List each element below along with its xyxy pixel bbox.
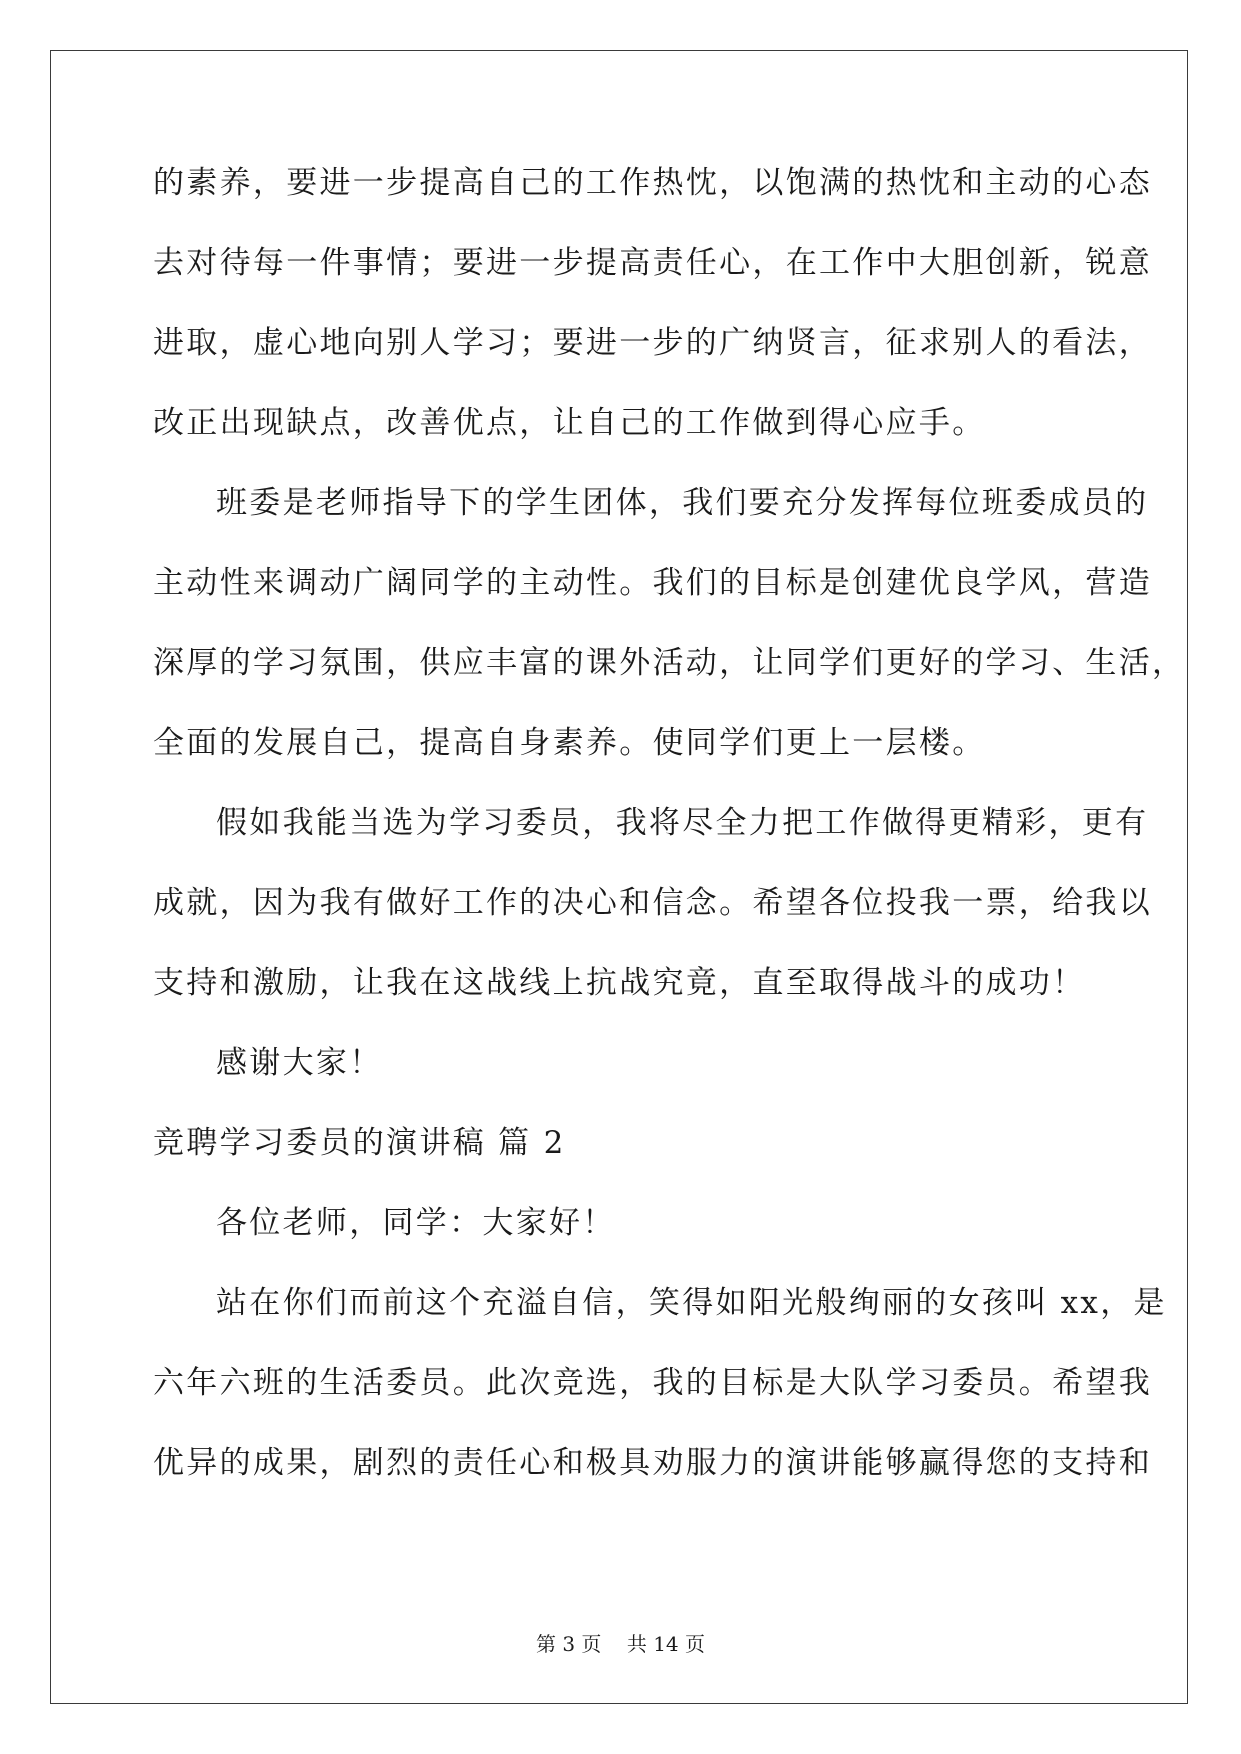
paragraph-first-line: 假如我能当选为学习委员，我将尽全力把工作做得更精彩，更有 <box>216 805 1149 841</box>
paragraph-line: 改正出现缺点，改善优点，让自己的工作做到得心应手。 <box>153 405 986 441</box>
paragraph-line: 六年六班的生活委员。此次竞选，我的目标是大队学习委员。希望我 <box>153 1365 1152 1401</box>
paragraph-first-line: 站在你们而前这个充溢自信，笑得如阳光般绚丽的女孩叫 xx，是 <box>216 1285 1167 1321</box>
paragraph-line: 的素养，要进一步提高自己的工作热忱，以饱满的热忱和主动的心态 <box>153 165 1152 201</box>
document-body <box>153 163 1186 1523</box>
paragraph-line: 支持和激励，让我在这战线上抗战究竟，直至取得战斗的成功！ <box>153 965 1086 1001</box>
paragraph-line: 主动性来调动广阔同学的主动性。我们的目标是创建优良学风，营造 <box>153 565 1152 601</box>
closing-line: 感谢大家！ <box>216 1045 383 1081</box>
paragraph-line: 去对待每一件事情；要进一步提高责任心，在工作中大胆创新，锐意 <box>153 245 1152 281</box>
paragraph-line: 进取，虚心地向别人学习；要进一步的广纳贤言，征求别人的看法， <box>153 325 1152 361</box>
paragraph-line: 优异的成果，剧烈的责任心和极具劝服力的演讲能够赢得您的支持和 <box>153 1445 1152 1481</box>
paragraph-line: 成就，因为我有做好工作的决心和信念。希望各位投我一票，给我以 <box>153 885 1152 921</box>
page-number-footer: 第 3 页 共 14 页 <box>535 1632 706 1656</box>
greeting-line: 各位老师，同学：大家好！ <box>216 1205 616 1241</box>
paragraph-first-line: 班委是老师指导下的学生团体，我们要充分发挥每位班委成员的 <box>216 485 1149 521</box>
paragraph-line: 深厚的学习氛围，供应丰富的课外活动，让同学们更好的学习、生活， <box>153 645 1186 681</box>
section-heading: 竞聘学习委员的演讲稿 篇 2 <box>153 1125 566 1161</box>
paragraph-line: 全面的发展自己，提高自身素养。使同学们更上一层楼。 <box>153 725 986 761</box>
